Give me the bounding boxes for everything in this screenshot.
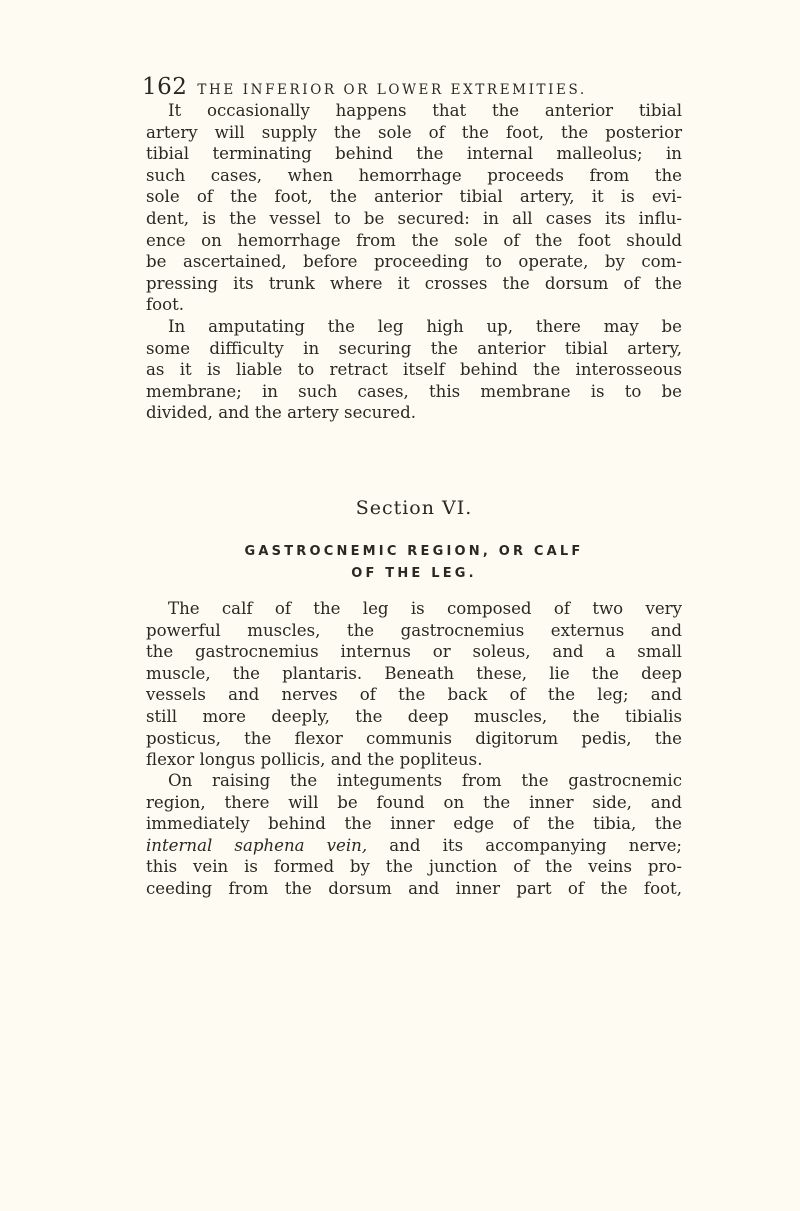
text-line: tibial terminating behind the internal malleolus; in <box>146 144 682 164</box>
paragraph-4 <box>146 770 682 900</box>
text-line: be ascertained, before proceeding to operate, by com- <box>146 252 682 272</box>
text-line: the gastrocnemius internus or soleus, and a small <box>146 642 682 662</box>
text-line: posticus, the flexor communis digitorum pedis, the <box>146 728 682 748</box>
text-line: ence on hemorrhage from the sole of the foot should <box>146 230 682 250</box>
text-line: membrane; in such cases, this membrane is to be <box>146 381 682 401</box>
running-title: THE INFERIOR OR LOWER EXTREMITIES. <box>197 82 587 98</box>
text-line: sole of the foot, the anterior tibial artery, it is evi- <box>146 187 682 207</box>
text-line: divided, and the artery secured. <box>146 403 417 423</box>
text-line: foot. <box>146 295 185 315</box>
text-line: powerful muscles, the gastrocnemius externus and <box>146 620 682 640</box>
text-line: this vein is formed by the junction of the veins pro- <box>146 857 682 877</box>
text-line: flexor longus pollicis, and the popliteus. <box>146 750 483 770</box>
text-line: vessels and nerves of the back of the leg; and <box>146 685 682 705</box>
text-fragment: and its accompanying nerve; <box>367 835 682 855</box>
page-number: 162 <box>142 74 188 100</box>
text-line: ceeding from the dorsum and inner part of the foot, <box>146 878 682 898</box>
text-line: still more deeply, the deep muscles, the tibialis <box>146 706 682 726</box>
text-line: The calf of the leg is composed of two very <box>168 599 682 618</box>
section-heading: Section VI. <box>355 497 473 519</box>
text-line: immediately behind the inner edge of the tibia, the <box>146 814 682 834</box>
text-line: dent, is the vessel to be secured: in all cases its influ- <box>146 208 682 228</box>
paragraph-1 <box>146 100 682 316</box>
italic-term: internal saphena vein, <box>146 835 368 855</box>
text-line: artery will supply the sole of the foot, the posterior <box>146 122 682 142</box>
text-line: It occasionally happens that the anterior tibial <box>168 101 682 120</box>
region-heading-line-1: GASTROCNEMIC REGION, OR CALF <box>244 544 584 559</box>
text-line: On raising the integuments from the gastrocnemic <box>168 771 682 790</box>
text-line: as it is liable to retract itself behind the interosseous <box>146 360 682 380</box>
text-line: muscle, the plantaris. Beneath these, lie the deep <box>146 663 682 683</box>
page-header <box>142 74 587 100</box>
text-line: pressing its trunk where it crosses the dorsum of the <box>146 273 682 293</box>
text-line: region, there will be found on the inner side, and <box>146 792 682 812</box>
paragraph-3 <box>146 598 682 771</box>
text-line <box>146 835 682 857</box>
paragraph-2 <box>146 316 682 424</box>
text-line: some difficulty in securing the anterior tibial artery, <box>146 338 682 358</box>
text-line: such cases, when hemorrhage proceeds from the <box>146 165 682 185</box>
text-line: In amputating the leg high up, there may be <box>168 317 682 336</box>
region-heading-line-2: OF THE LEG. <box>351 566 477 581</box>
